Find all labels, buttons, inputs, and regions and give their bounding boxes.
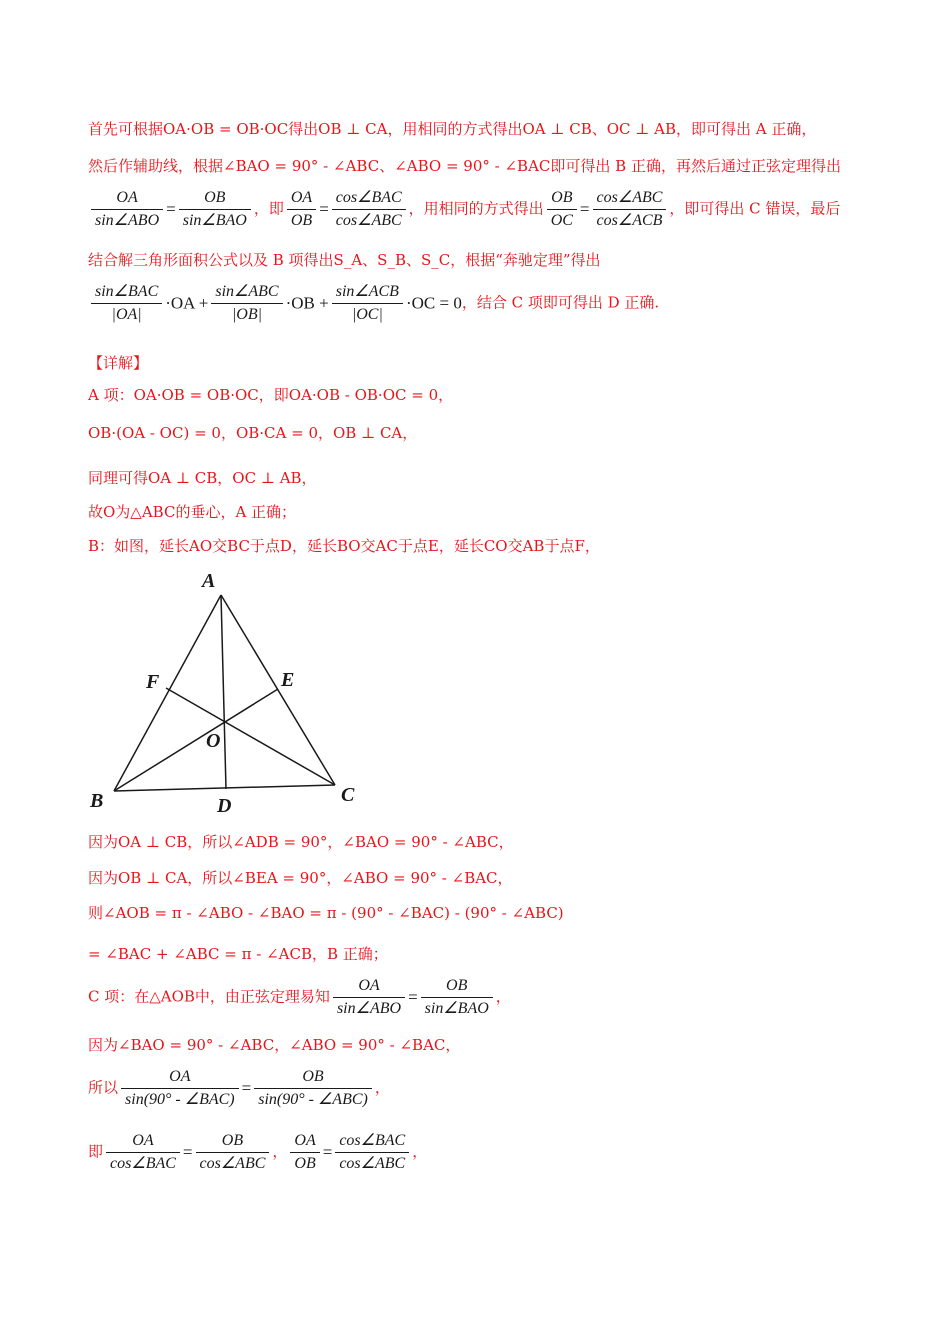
- intro-line-3: $\frac{OA}{\text{sin∠ABO}}$ = $\frac{OB}{\text{sin∠BAO}}$ ，即 $\frac{OA}{OB}$ = $\frac{\text{cos∠BAC}}{\text{cos∠ABC}}$ ，用相同的方式得出 $\frac{OB}{OC}$ = $\frac{\text{cos∠ABC}}{\text{cos∠ACB}}$ ，即可得出 C 错误，最后: [88, 187, 840, 232]
- fraction-oa-ob: $\frac{OA}{OB}$: [287, 187, 316, 232]
- fraction-c-ob-sinbao: $\frac{OB}{\text{sin∠BAO}}$: [421, 975, 493, 1020]
- label-d: D: [217, 795, 232, 817]
- part-b-line-5: = ∠BAC + ∠ABC = π - ∠ACB，B 正确；: [88, 945, 388, 963]
- fraction-c-oa-ob: $\frac{OA}{OB}$: [290, 1130, 319, 1175]
- fraction-oa-sinabo: $\frac{OA}{\text{sin∠ABO}}$: [91, 187, 163, 232]
- intro-line-1: 首先可根据OA·OB = OB·OC得出OB ⊥ CA，用相同的方式得出OA ⊥ CB、OC ⊥ AB，即可得出 A 正确，: [88, 120, 817, 138]
- label-c: C: [341, 784, 355, 806]
- fraction-oa-cosbac: $\frac{OA}{\text{cos∠BAC}}$: [106, 1130, 180, 1175]
- side-ab: [114, 595, 221, 791]
- part-b-line-4: 则∠AOB = π - ∠ABO - ∠BAO = π - (90° - ∠BAC) - (90° - ∠ABC): [88, 904, 564, 922]
- part-b-line-3: 因为OB ⊥ CA，所以∠BEA = 90°，∠ABO = 90° - ∠BAC，: [88, 869, 513, 887]
- fraction-sinacb-oc: $\frac{\text{sin∠ACB}}{|OC|}$: [332, 281, 403, 326]
- fraction-sinabc-ob: $\frac{\text{sin∠ABC}}{|OB|}$: [211, 281, 282, 326]
- label-b: B: [90, 790, 104, 812]
- altitude-be: [114, 689, 278, 791]
- part-a-line-4: 故O为△ABC的垂心，A 正确；: [88, 503, 297, 521]
- altitude-ad: [221, 595, 226, 789]
- part-c-line-3: 所以 $\frac{OA}{\text{sin(90° - ∠BAC)}}$ = $\frac{OB}{\text{sin(90° - ∠ABC)}}$ ，: [88, 1066, 390, 1111]
- part-b-line-2: 因为OA ⊥ CB，所以∠ADB = 90°，∠BAO = 90° - ∠ABC，: [88, 833, 514, 851]
- fraction-ob-cosabc: $\frac{OB}{\text{cos∠ABC}}$: [196, 1130, 270, 1175]
- label-e: E: [281, 669, 295, 691]
- fraction-c-oa-sinabo: $\frac{OA}{\text{sin∠ABO}}$: [333, 975, 405, 1020]
- intro-line-5: $\frac{\text{sin∠BAC}}{|OA|}$ ·OA + $\frac{\text{sin∠ABC}}{|OB|}$ ·OB + $\frac{\text{sin∠ACB}}{|OC|}$ ·OC = 0，结合 C 项即可得出 D 正确.: [88, 281, 659, 326]
- intro-line-4: 结合解三角形面积公式以及 B 项得出S_A、S_B、S_C，根据“奔驰定理”得出: [88, 251, 601, 269]
- part-a-line-1: A 项：OA·OB = OB·OC，即OA·OB - OB·OC = 0，: [88, 386, 454, 404]
- intro-line-2: 然后作辅助线，根据∠BAO = 90° - ∠ABC、∠ABO = 90° - ∠BAC即可得出 B 正确，再然后通过正弦定理得出: [88, 157, 841, 175]
- fraction-cosbac-cosabc: $\frac{\text{cos∠BAC}}{\text{cos∠ABC}}$: [332, 187, 406, 232]
- fraction-ob-oc: $\frac{OB}{OC}$: [547, 187, 577, 232]
- label-f: F: [146, 671, 160, 693]
- label-a: A: [202, 570, 216, 592]
- triangle-figure: [85, 565, 375, 820]
- part-a-line-2: OB·(OA - OC) = 0，OB·CA = 0，OB ⊥ CA，: [88, 424, 418, 442]
- fraction-ob-sinbao: $\frac{OB}{\text{sin∠BAO}}$: [179, 187, 251, 232]
- fraction-c-cosbac-cosabc: $\frac{\text{cos∠BAC}}{\text{cos∠ABC}}$: [335, 1130, 409, 1175]
- side-ac: [221, 595, 335, 785]
- part-c-line-1: C 项：在△AOB中，由正弦定理易知 $\frac{OA}{\text{sin∠ABO}}$ = $\frac{OB}{\text{sin∠BAO}}$ ，: [88, 975, 511, 1020]
- side-bc: [114, 785, 335, 791]
- fraction-oa-sin90bac: $\frac{OA}{\text{sin(90° - ∠BAC)}}$: [121, 1066, 239, 1111]
- fraction-cosabc-cosacb: $\frac{\text{cos∠ABC}}{\text{cos∠ACB}}$: [593, 187, 667, 232]
- altitude-cf: [166, 688, 335, 785]
- part-a-line-3: 同理可得OA ⊥ CB，OC ⊥ AB，: [88, 469, 317, 487]
- label-o: O: [206, 730, 221, 752]
- part-c-line-2: 因为∠BAO = 90° - ∠ABC，∠ABO = 90° - ∠BAC，: [88, 1036, 461, 1054]
- fraction-ob-sin90abc: $\frac{OB}{\text{sin(90° - ∠ABC)}}$: [254, 1066, 372, 1111]
- detail-heading: 【详解】: [88, 354, 149, 372]
- part-b-line-1: B：如图，延长AO交BC于点D，延长BO交AC于点E，延长CO交AB于点F，: [88, 537, 600, 555]
- fraction-sinbac-oa: $\frac{\text{sin∠BAC}}{|OA|}$: [91, 281, 162, 326]
- part-c-line-4: 即 $\frac{OA}{\text{cos∠BAC}}$ = $\frac{OB}{\text{cos∠ABC}}$ ， $\frac{OA}{OB}$ = $\frac{\text{cos∠BAC}}{\text{cos∠ABC}}$ ，: [88, 1130, 427, 1175]
